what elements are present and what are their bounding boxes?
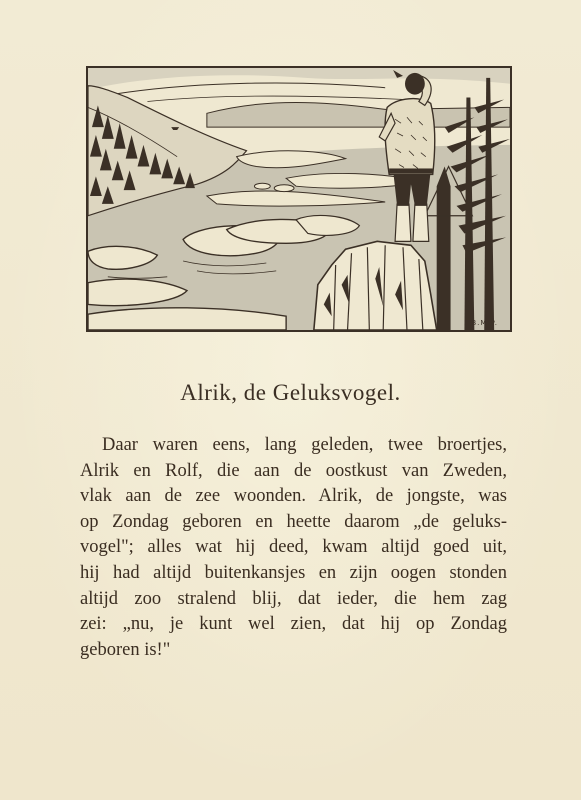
story-line: op Zondag geboren en heette daarom „de geluks- <box>80 511 507 532</box>
story-line: Daar waren eens, lang geleden, twee broertjes, <box>102 435 507 455</box>
story-title: Alrik, de Geluksvogel. <box>180 380 401 405</box>
landscape-drawing <box>88 68 510 330</box>
story-line: geboren is!" <box>80 639 171 660</box>
illustration-boy-on-cliff <box>86 66 512 332</box>
story-line: Alrik en Rolf, die aan de oostkust van Zweden, <box>80 460 507 481</box>
story-line: vlak aan de zee woonden. Alrik, de jongste, was <box>80 486 507 507</box>
artist-monogram: B.M.P. <box>471 319 498 327</box>
story-line: zei: „nu, je kunt wel zien, dat hij op Zondag <box>80 614 507 635</box>
story-paragraph <box>80 433 507 663</box>
story-line: altijd zoo stralend blij, dat ieder, die hem zag <box>80 588 507 609</box>
story-line: vogel"; alles wat hij deed, kwam altijd goed uit, <box>80 537 507 558</box>
story-line: hij had altijd buitenkansjes en zijn oogen stonden <box>80 562 507 583</box>
